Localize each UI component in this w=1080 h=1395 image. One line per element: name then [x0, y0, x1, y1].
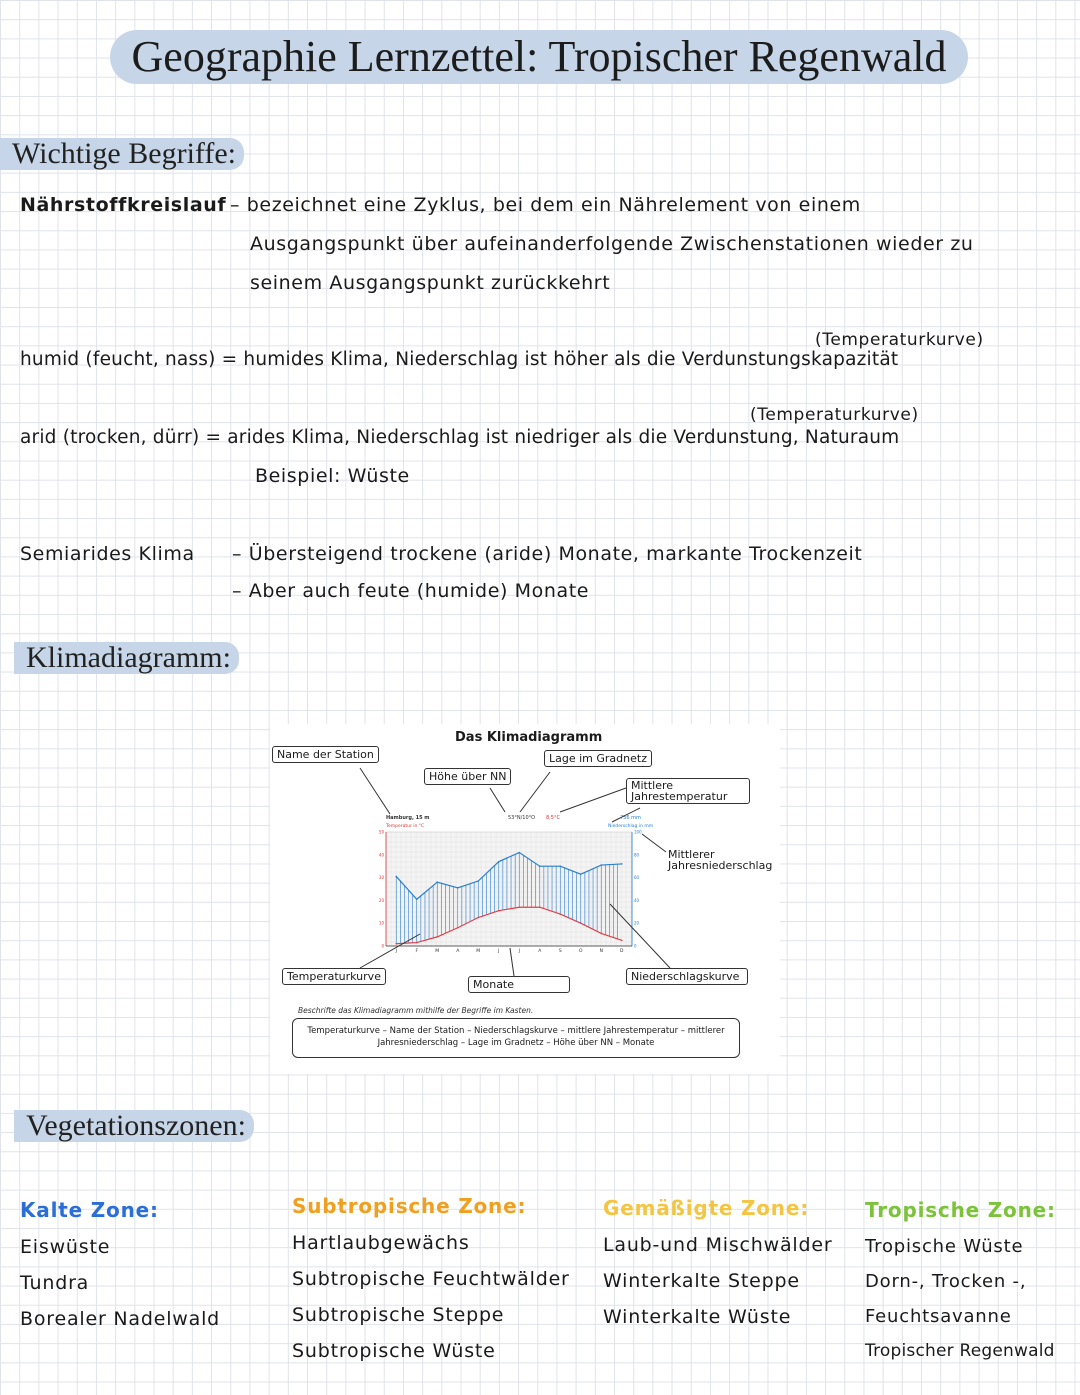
- term-humid: humid (feucht, nass) = humides Klima, Niederschlag ist höher als die Verdunstungskapazität: [20, 349, 899, 370]
- month-tick-label: M: [435, 949, 440, 954]
- term-naehrstoffkreislauf: Nährstoffkreislauf: [20, 194, 227, 216]
- month-tick-label: O: [578, 949, 583, 954]
- temperature-tick-label: 50: [378, 829, 384, 835]
- precipitation-total-text: 736 mm: [620, 815, 641, 821]
- station-name-text: Hamburg, 15 m: [386, 815, 430, 821]
- precipitation-point: [498, 861, 500, 863]
- example-wueste: Beispiel: Wüste: [255, 465, 410, 487]
- temperature-tick-label: 20: [378, 897, 384, 903]
- temperature-point: [477, 917, 479, 919]
- diagram-caption: Beschrifte das Klimadiagramm mithilfe der Begriffe im Kasten.: [298, 1006, 534, 1015]
- zone-heading: Gemäßigte Zone:: [603, 1196, 810, 1220]
- precipitation-point: [518, 852, 520, 854]
- term-semiarid: Semiarides Klima: [20, 543, 195, 565]
- zone-heading: Kalte Zone:: [20, 1198, 159, 1222]
- zone-item: Winterkalte Steppe: [603, 1270, 800, 1292]
- zone-item: Subtropische Steppe: [292, 1304, 505, 1326]
- zone-item: Feuchtsavanne: [865, 1306, 1012, 1327]
- section-heading-vegetation: Vegetationszonen:: [14, 1110, 254, 1142]
- zone-item: Winterkalte Wüste: [603, 1306, 792, 1328]
- zone-gemaessigt: [603, 1196, 832, 1328]
- month-tick-label: D: [620, 949, 624, 954]
- temperature-point: [559, 913, 561, 915]
- precipitation-tick-label: 60: [634, 875, 640, 881]
- precipitation-tick-label: 80: [634, 852, 640, 858]
- month-tick-label: S: [558, 949, 562, 954]
- zone-heading: Subtropische Zone:: [292, 1194, 527, 1218]
- month-tick-label: N: [599, 949, 603, 954]
- precipitation-point: [600, 864, 602, 866]
- zone-item: Dorn-, Trocken -,: [865, 1271, 1027, 1292]
- definition-line: – Übersteigend trockene (aride) Monate, markante Trockenzeit: [232, 543, 863, 565]
- definition-line: – Aber auch feute (humide) Monate: [232, 580, 590, 602]
- temperature-point: [457, 927, 459, 929]
- month-tick-label: F: [415, 949, 419, 954]
- precipitation-point: [457, 887, 459, 889]
- label-box-lage: Lage im Gradnetz: [544, 750, 652, 767]
- precipitation-point: [580, 873, 582, 875]
- word-box-line: Jahresniederschlag – Lage im Gradnetz – Höhe über NN – Monate: [377, 1038, 655, 1048]
- label-box-monate: Monate: [468, 976, 570, 993]
- word-box-line: Temperaturkurve – Name der Station – Niederschlagskurve – mittlere Jahrestemperatur – mittlerer: [307, 1026, 725, 1036]
- zone-item: Subtropische Feuchtwälder: [292, 1268, 570, 1290]
- zone-item: Borealer Nadelwald: [20, 1308, 221, 1330]
- zone-item: Tundra: [20, 1272, 90, 1294]
- diagram-heading: Das Klimadiagramm: [455, 730, 603, 745]
- chart-plot-area: [386, 832, 632, 946]
- zone-item: Tropischer Regenwald: [865, 1341, 1055, 1361]
- word-box: [292, 1018, 740, 1058]
- precipitation-point: [621, 863, 623, 865]
- precipitation-axis-label: Niederschlag in mm: [608, 824, 654, 829]
- section-heading-klimadiagramm: Klimadiagramm:: [14, 642, 239, 674]
- label-box-temperaturkurve: Temperaturkurve: [282, 968, 386, 985]
- month-tick-label: M: [476, 949, 481, 954]
- precipitation-point: [395, 876, 397, 878]
- zone-item: Hartlaubgewächs: [292, 1232, 470, 1254]
- zone-item: Tropische Wüste: [865, 1236, 1024, 1257]
- temperature-tick-label: 30: [378, 875, 384, 881]
- month-tick-label: J: [518, 949, 520, 954]
- precipitation-point: [539, 865, 541, 867]
- zone-item: Laub-und Mischwälder: [603, 1234, 833, 1256]
- temperature-point: [600, 933, 602, 935]
- label-box-station: Name der Station: [272, 746, 379, 763]
- temperature-point: [436, 936, 438, 938]
- definition-line: – bezeichnet eine Zyklus, bei dem ein Nährelement von einem: [230, 194, 861, 216]
- temperature-tick-label: 10: [378, 920, 384, 926]
- label-box-niederschlagskurve: Niederschlagskurve: [626, 968, 748, 985]
- annotation-temperaturkurve: (Temperaturkurve): [815, 330, 984, 350]
- month-tick-label: A: [456, 949, 460, 954]
- definition-line: seinem Ausgangspunkt zurückkehrt: [250, 272, 611, 294]
- mean-temperature-text: 8,5°C: [546, 815, 560, 821]
- zone-subtropisch: [292, 1194, 570, 1362]
- precipitation-tick-label: 20: [634, 920, 640, 926]
- zone-heading: Tropische Zone:: [865, 1198, 1056, 1222]
- klimadiagramm-worksheet: [270, 724, 780, 1074]
- zone-kalt: [20, 1198, 220, 1330]
- precipitation-point: [416, 898, 418, 900]
- temperature-tick-label: 0: [381, 943, 384, 949]
- month-tick-label: J: [395, 949, 397, 954]
- temperature-point: [518, 906, 520, 908]
- month-tick-label: J: [498, 949, 500, 954]
- temperature-point: [416, 942, 418, 944]
- label-box-mittlere-temperatur: Mittlere Jahrestemperatur: [626, 778, 750, 804]
- zone-item: Subtropische Wüste: [292, 1340, 496, 1362]
- temperature-tick-label: 40: [378, 852, 384, 858]
- precipitation-point: [436, 881, 438, 883]
- term-arid: arid (trocken, dürr) = arides Klima, Niederschlag ist niedriger als die Verdunstung, Naturaum: [20, 427, 900, 448]
- temperature-point: [539, 906, 541, 908]
- section-heading-begriffe: Wichtige Begriffe:: [0, 138, 244, 170]
- label-box-mittlerer-niederschlag: Mittlerer Jahresniederschlag: [664, 848, 774, 872]
- temperature-point: [395, 943, 397, 945]
- zone-tropisch: [865, 1198, 1056, 1361]
- precipitation-point: [559, 865, 561, 867]
- precipitation-point: [477, 880, 479, 882]
- temperature-point: [621, 940, 623, 942]
- zone-item: Eiswüste: [20, 1236, 111, 1258]
- temperature-axis-label: Temperatur in °C: [386, 824, 425, 829]
- label-box-hoehe: Höhe über NN: [424, 768, 511, 785]
- precipitation-tick-label: 0: [634, 943, 637, 949]
- definition-line: Ausgangspunkt über aufeinanderfolgende Zwischenstationen wieder zu: [250, 233, 974, 255]
- annotation-temperaturkurve: (Temperaturkurve): [750, 405, 919, 425]
- precipitation-tick-label: 40: [634, 897, 640, 903]
- precipitation-tick-label: 100: [634, 829, 642, 835]
- temperature-point: [498, 910, 500, 912]
- temperature-point: [580, 922, 582, 924]
- page-title: Geographie Lernzettel: Tropischer Regenwald: [110, 30, 968, 84]
- month-tick-label: A: [538, 949, 542, 954]
- coordinates-text: 53°N/10°O: [508, 815, 536, 821]
